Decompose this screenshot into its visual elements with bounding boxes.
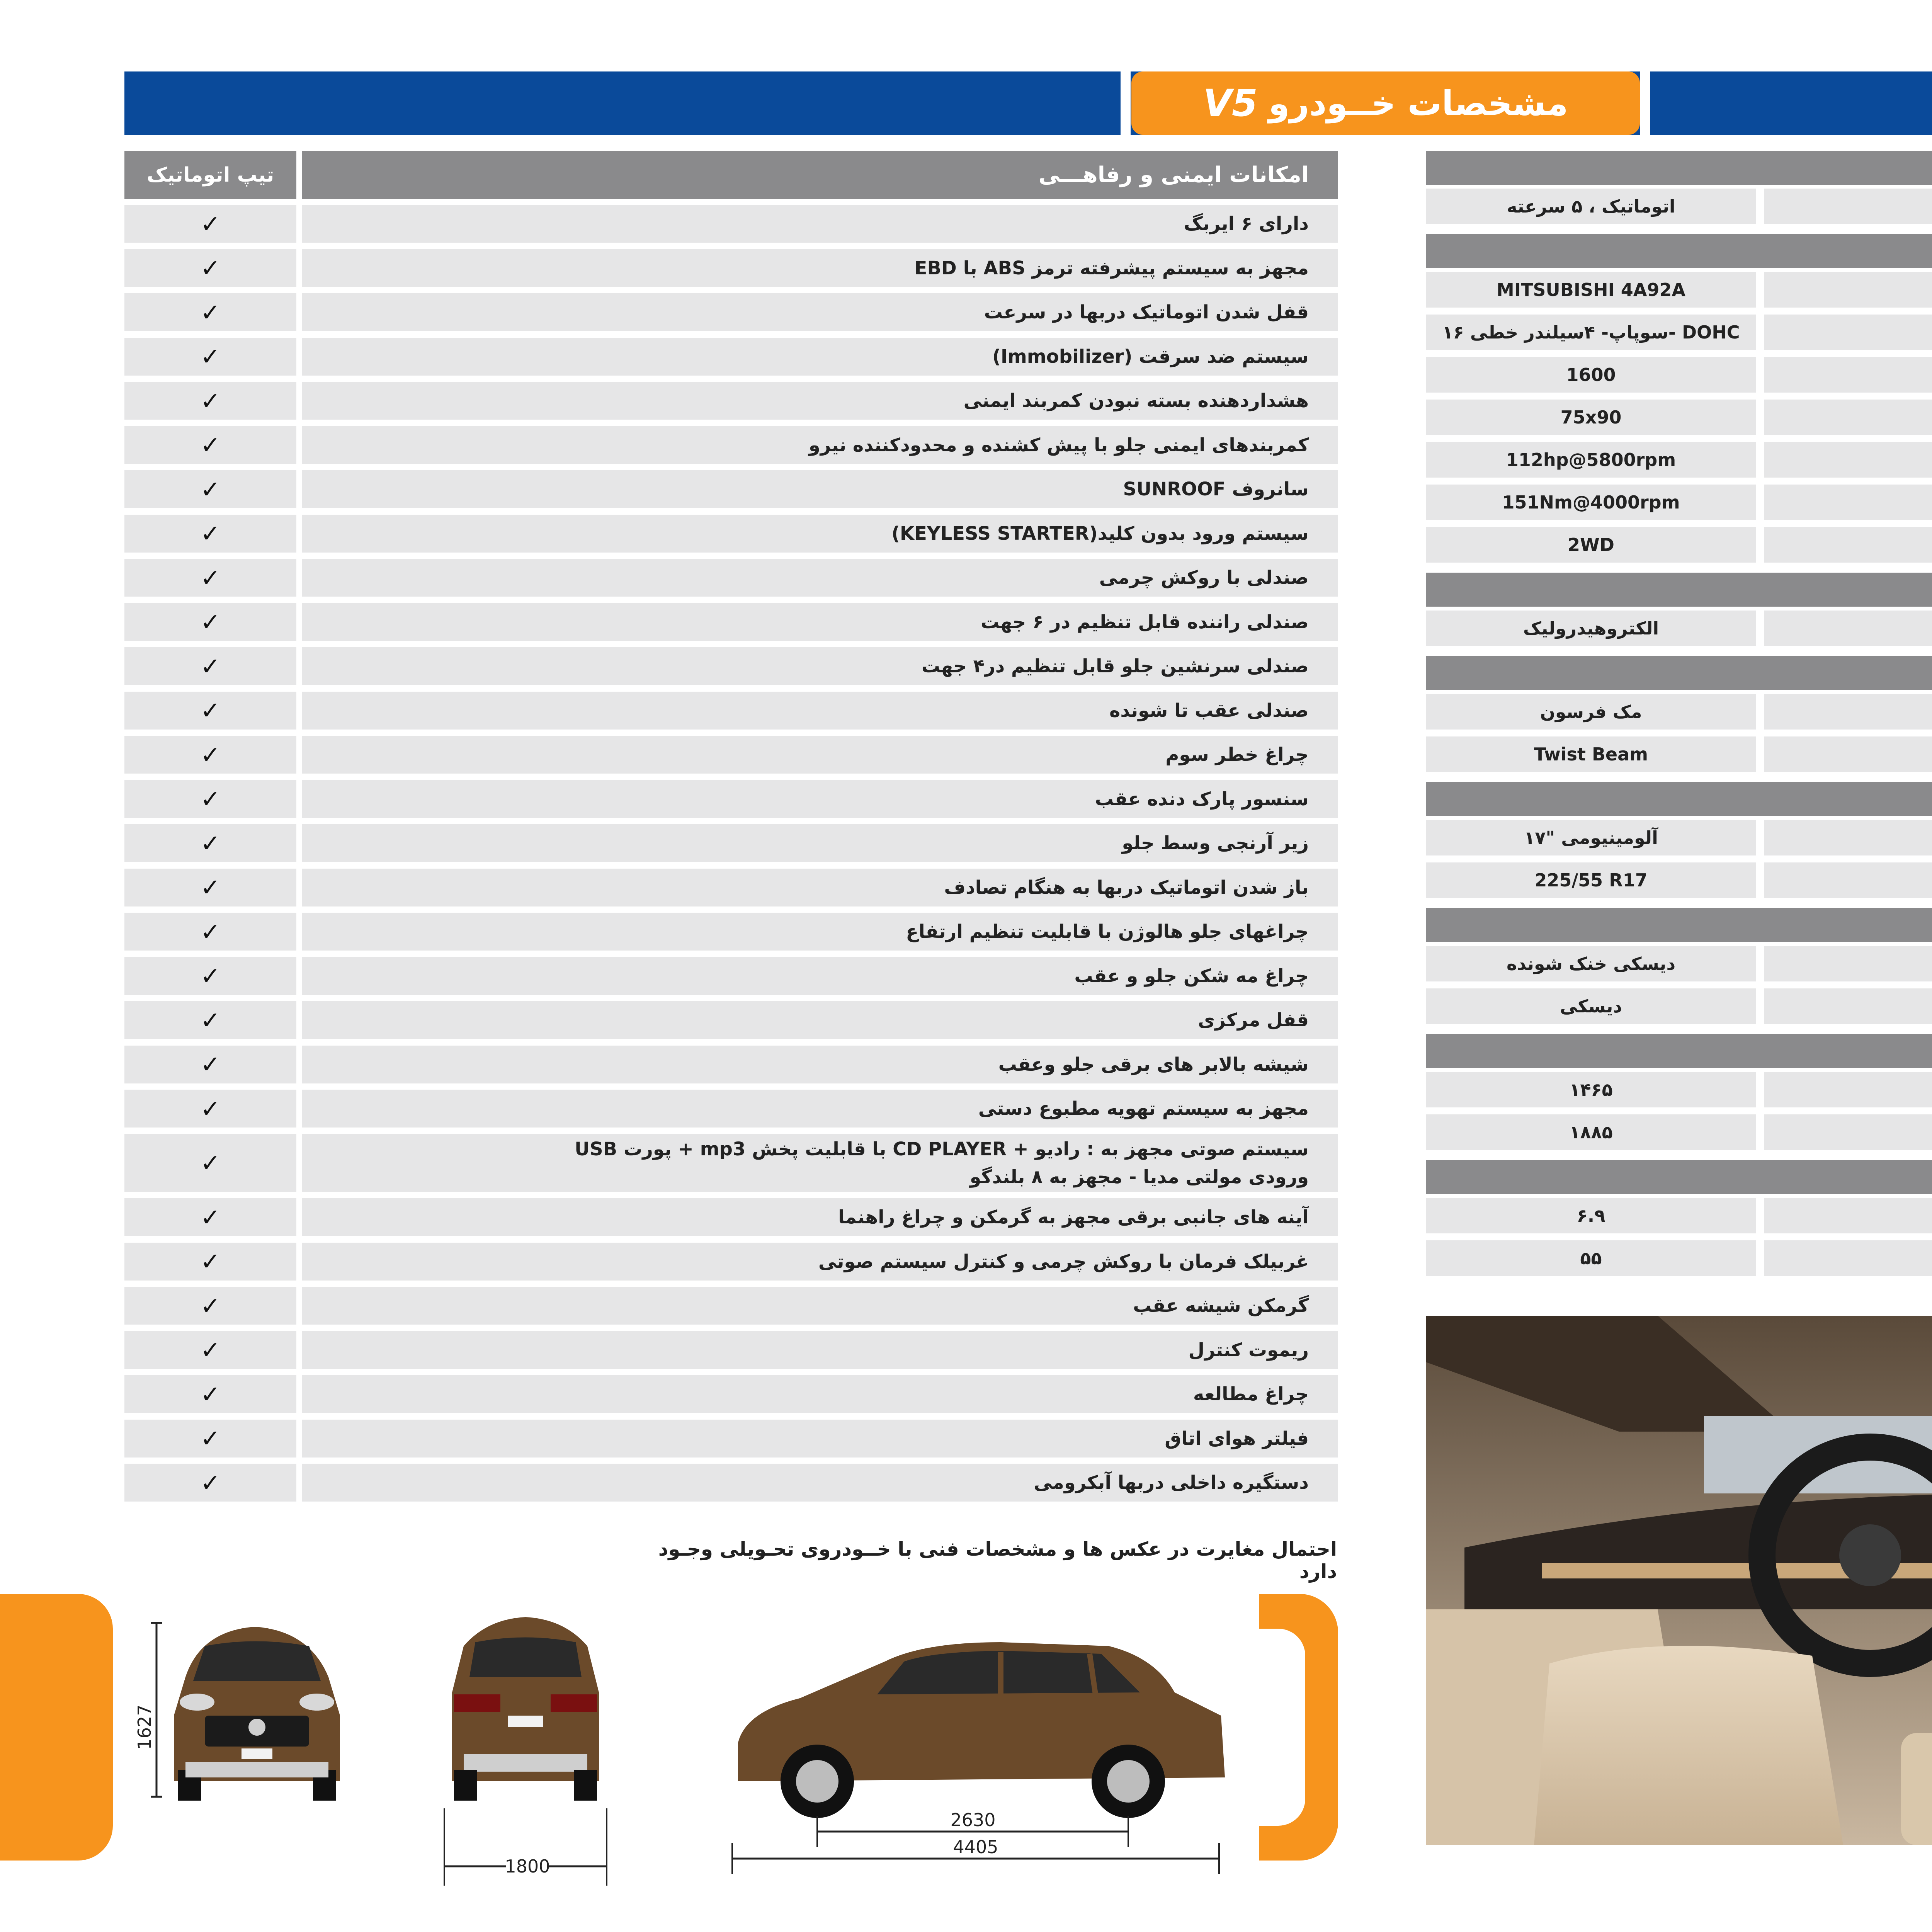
car-rear-view [452,1617,599,1801]
spec-value: ۱۴۶۵ [1426,1072,1756,1107]
spec-label [1764,1198,1932,1233]
spec-label [1764,694,1932,730]
feature-check: ✓ [124,559,296,597]
spec-label [1764,272,1932,308]
spec-value: ۱۸۸۵ [1426,1114,1756,1150]
spec-value: مک فرسون [1426,694,1756,730]
spec-value: اتوماتیک ، ۵ سرعته [1426,189,1756,224]
feature-label: سنسور پارک دنده عقب [302,780,1338,818]
feature-label: شیشه بالابر های برقی جلو وعقب [302,1046,1338,1083]
feature-check: ✓ [124,1243,296,1281]
feature-label: سانروف SUNROOF [302,470,1338,508]
feature-label: هشداردهنده بسته نبودن کمربند ایمنی [302,382,1338,420]
car-side-view [738,1642,1225,1818]
feature-check: ✓ [124,293,296,331]
feature-label: صندلی با روکش چرمی [302,559,1338,597]
feature-label: چراغ مطالعه [302,1375,1338,1413]
feature-label-line: سیستم صوتی مجهز به : رادیو + CD PLAYER با قابلیت پخش mp3 + پورت USB [575,1138,1309,1160]
feature-check: ✓ [124,1464,296,1502]
banner-divider [1121,71,1131,135]
feature-label: قفل مرکزی [302,1001,1338,1039]
disclaimer-note: احتمال مغایرت در عکس ها و مشخصات فنی با خــودروی تحـویلی وجـود دارد [658,1538,1337,1583]
spec-label [1764,442,1932,478]
spec-section-header [1426,573,1932,607]
feature-check: ✓ [124,957,296,995]
orange-side-tab [1259,1594,1338,1861]
feature-label: قفل شدن اتوماتیک دربها در سرعت [302,293,1338,331]
spec-label [1764,485,1932,520]
header-banner [124,71,1932,135]
spec-value: ۵۵ [1426,1240,1756,1276]
feature-check: ✓ [124,647,296,685]
car-front-view [174,1627,340,1801]
feature-label: صندلی عقب تا شونده [302,692,1338,730]
feature-label: باز شدن اتوماتیک دربها به هنگام تصادف [302,869,1338,906]
trim-column-header: تیپ اتوماتیک [124,151,296,199]
feature-check: ✓ [124,1001,296,1039]
spec-section-header [1426,234,1932,268]
spec-section-header [1426,782,1932,816]
feature-check: ✓ [124,1375,296,1413]
feature-label: مجهز به سیستم تهویه مطبوع دستی [302,1090,1338,1128]
feature-label: سیستم ورود بدون کلید(KEYLESS STARTER) [302,515,1338,553]
spec-label [1764,946,1932,981]
title-text: مشخصات خــودرو [1268,83,1568,123]
spec-value: 75x90 [1426,400,1756,435]
spec-section-header [1426,1034,1932,1068]
spec-label [1764,400,1932,435]
car-front-rear-drawings [134,1600,699,1893]
spec-value: 112hp@5800rpm [1426,442,1756,478]
feature-label: چراغ مه شکن جلو و عقب [302,957,1338,995]
feature-check: ✓ [124,736,296,774]
banner-divider [1640,71,1650,135]
spec-section-header [1426,656,1932,690]
feature-check: ✓ [124,1046,296,1083]
title-model: V5 [1203,82,1258,125]
feature-check: ✓ [124,1134,296,1192]
spec-value: ۱۷" آلومینیومی [1426,820,1756,855]
feature-check: ✓ [124,824,296,862]
feature-label-line: ورودی مولتی مدیا - مجهز به ۸ بلندگو [969,1166,1309,1188]
spec-section-header [1426,151,1932,185]
spec-value: 1600 [1426,357,1756,393]
width-dimension: 1800 [505,1856,550,1877]
feature-check: ✓ [124,470,296,508]
feature-label: گرمکن شیشه عقب [302,1287,1338,1325]
feature-label: آینه های جانبی برقی مجهز به گرمکن و چراغ راهنما [302,1198,1338,1236]
feature-check: ✓ [124,603,296,641]
feature-check: ✓ [124,515,296,553]
orange-side-tab [0,1594,113,1861]
feature-label: دارای ۶ ایربگ [302,205,1338,243]
spec-value: الکتروهیدرولیک [1426,611,1756,646]
feature-check: ✓ [124,1420,296,1458]
feature-check: ✓ [124,249,296,287]
spec-label [1764,527,1932,563]
wheelbase-dimension: 2630 [950,1810,996,1830]
feature-check: ✓ [124,780,296,818]
spec-label [1764,862,1932,898]
feature-label: ریموت کنترل [302,1331,1338,1369]
spec-label [1764,611,1932,646]
spec-value: ۶.۹ [1426,1198,1756,1233]
spec-label [1764,357,1932,393]
feature-label: چراغ خطر سوم [302,736,1338,774]
feature-check: ✓ [124,1331,296,1369]
page-title [1131,71,1640,135]
spec-value: 151Nm@4000rpm [1426,485,1756,520]
spec-value: دیسکی خنک شونده [1426,946,1756,981]
spec-value: ۱۶ سوپاپ- ۴سیلندر خطی- DOHC [1426,315,1756,350]
feature-label: غربیلک فرمان با روکش چرمی و کنترل سیستم صوتی [302,1243,1338,1281]
spec-label [1764,315,1932,350]
spec-label [1764,736,1932,772]
feature-label: چراغهای جلو هالوژن با قابلیت تنظیم ارتفاع [302,913,1338,951]
car-side-drawing [723,1615,1240,1886]
feature-label: دستگیره داخلی دربها آبکرومی [302,1464,1338,1502]
spec-value: 2WD [1426,527,1756,563]
feature-check: ✓ [124,426,296,464]
spec-section-header [1426,1160,1932,1194]
spec-label [1764,1240,1932,1276]
length-dimension: 4405 [953,1837,998,1857]
feature-label [302,1134,1338,1192]
spec-label [1764,820,1932,855]
feature-label: صندلی سرنشین جلو قابل تنظیم در۴ جهت [302,647,1338,685]
spec-label [1764,189,1932,224]
feature-check: ✓ [124,1287,296,1325]
spec-label [1764,1072,1932,1107]
feature-label: کمربندهای ایمنی جلو با پیش کشنده و محدودکننده نیرو [302,426,1338,464]
spec-label [1764,1114,1932,1150]
interior-photo [1426,1316,1932,1845]
feature-check: ✓ [124,205,296,243]
feature-check: ✓ [124,692,296,730]
feature-check: ✓ [124,338,296,376]
features-column-header: امکانات ایمنی و رفاهـــی [302,151,1338,199]
feature-check: ✓ [124,382,296,420]
feature-label: فیلتر هوای اتاق [302,1420,1338,1458]
spec-value: دیسکی [1426,988,1756,1024]
spec-section-header [1426,908,1932,942]
feature-label: زیر آرنجی وسط جلو [302,824,1338,862]
feature-label: مجهز به سیستم پیشرفته ترمز ABS با EBD [302,249,1338,287]
feature-check: ✓ [124,869,296,906]
height-dimension: 1627 [134,1704,155,1750]
feature-label: صندلی راننده قابل تنظیم در ۶ جهت [302,603,1338,641]
spec-value: Twist Beam [1426,736,1756,772]
feature-check: ✓ [124,913,296,951]
feature-label: سیستم ضد سرقت (Immobilizer) [302,338,1338,376]
feature-check: ✓ [124,1090,296,1128]
spec-value: 225/55 R17 [1426,862,1756,898]
spec-value: MITSUBISHI 4A92A [1426,272,1756,308]
feature-check: ✓ [124,1198,296,1236]
spec-label [1764,988,1932,1024]
